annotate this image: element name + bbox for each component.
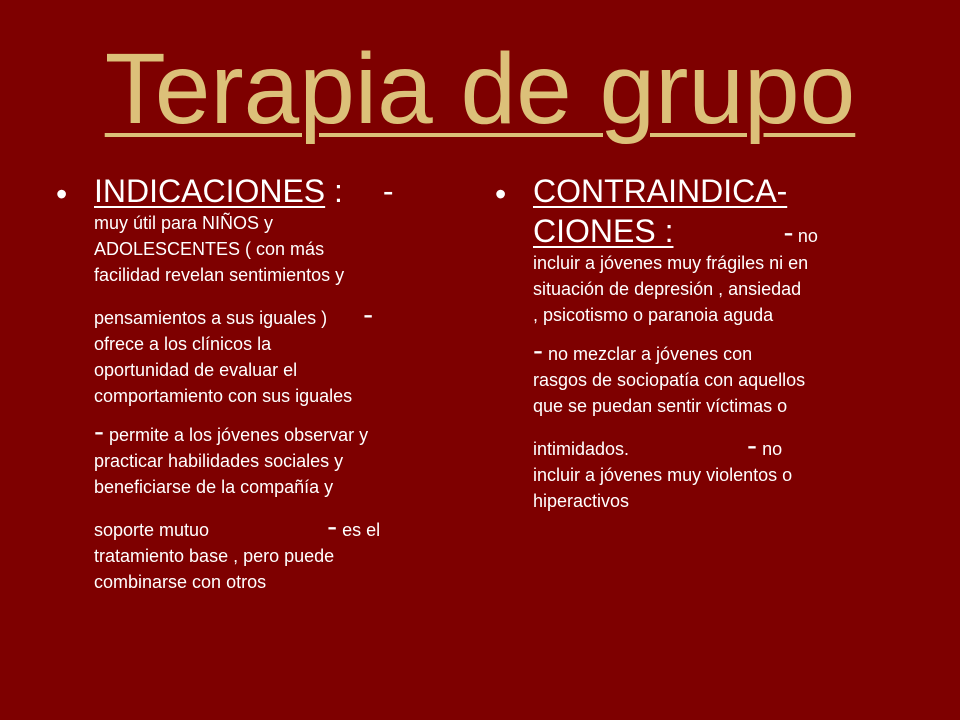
dash-mark: - bbox=[783, 216, 794, 249]
text-line: tratamiento base , pero puede bbox=[94, 546, 335, 566]
text-line: que se puedan sentir víctimas o bbox=[533, 396, 788, 416]
indications-heading-colon: : bbox=[325, 173, 343, 209]
dash-mark: - bbox=[363, 298, 374, 331]
dash-mark: - bbox=[747, 429, 758, 462]
contraindications-column bbox=[495, 172, 915, 514]
indications-heading: INDICACIONES bbox=[94, 173, 326, 209]
text-line: incluir a jóvenes muy frágiles ni en bbox=[533, 253, 809, 273]
indications-column bbox=[56, 172, 456, 595]
text-line: , psicotismo o paranoia aguda bbox=[533, 305, 774, 325]
text-line: soporte mutuo bbox=[94, 520, 210, 540]
text-line: combinarse con otros bbox=[94, 572, 267, 592]
text-line: muy útil para NIÑOS y bbox=[94, 213, 274, 233]
text-line: intimidados. bbox=[533, 439, 630, 459]
bullet-icon: • bbox=[56, 176, 68, 212]
dash-mark: - bbox=[327, 510, 338, 543]
text-line: no bbox=[797, 226, 818, 246]
slide-title: Terapia de grupo bbox=[104, 33, 856, 145]
text-line: permite a los jóvenes observar y bbox=[109, 425, 369, 445]
text-line: ADOLESCENTES ( con más bbox=[94, 239, 325, 259]
text-line: no bbox=[762, 439, 783, 459]
dash-mark: - bbox=[382, 173, 394, 209]
text-line: oportunidad de evaluar el bbox=[94, 360, 298, 380]
text-line: no mezclar a jóvenes con bbox=[548, 344, 753, 364]
text-line: pensamientos a sus iguales ) bbox=[94, 308, 328, 328]
contraindications-heading-line2: CIONES : bbox=[533, 213, 674, 249]
bullet-icon: • bbox=[495, 176, 507, 212]
contraindications-heading-line1: CONTRAINDICA- bbox=[533, 173, 788, 209]
dash-mark: - bbox=[94, 415, 104, 448]
text-line: hiperactivos bbox=[533, 491, 630, 511]
text-line: comportamiento con sus iguales bbox=[94, 386, 353, 406]
text-line: facilidad revelan sentimientos y bbox=[94, 265, 345, 285]
dash-mark: - bbox=[533, 334, 543, 367]
text-line: rasgos de sociopatía con aquellos bbox=[533, 370, 806, 390]
text-line: situación de depresión , ansiedad bbox=[533, 279, 802, 299]
text-line: ofrece a los clínicos la bbox=[94, 334, 272, 354]
text-line: incluir a jóvenes muy violentos o bbox=[533, 465, 793, 485]
text-line: es el bbox=[342, 520, 381, 540]
text-line: beneficiarse de la compañía y bbox=[94, 477, 334, 497]
text-line: practicar habilidades sociales y bbox=[94, 451, 344, 471]
